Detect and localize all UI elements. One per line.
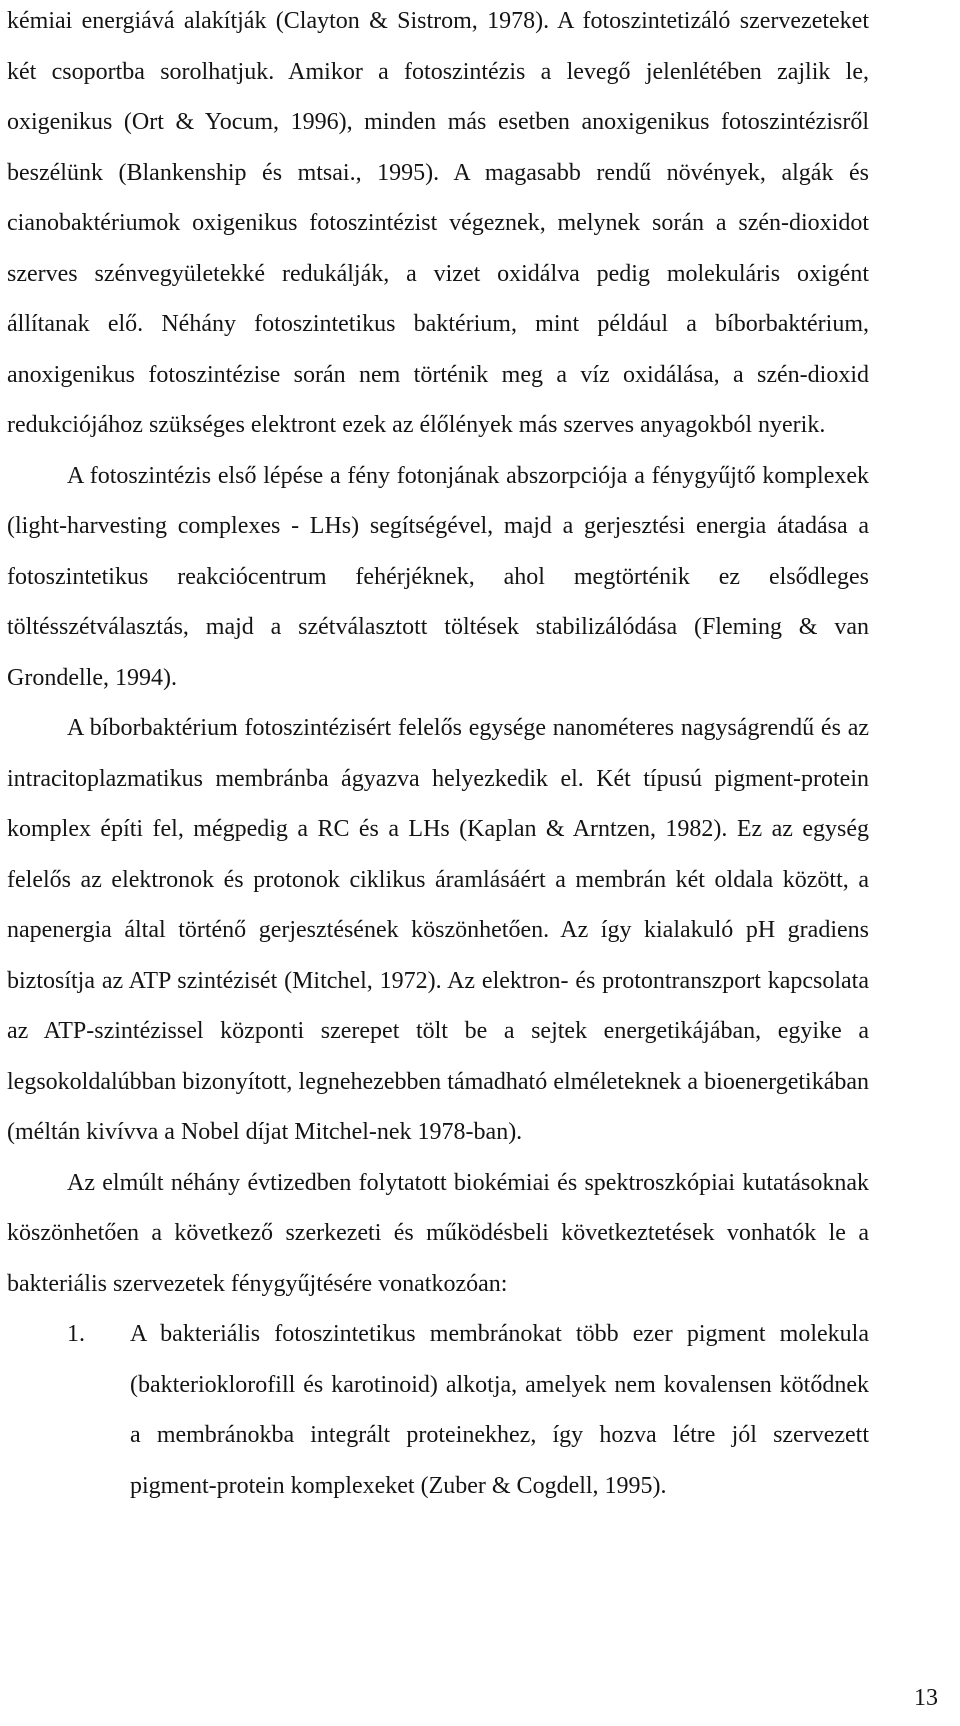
paragraph-continuation: kémiai energiává alakítják (Clayton & Sistrom, 1978). A fotoszintetizáló szervezeteket két csoportba sorolhatjuk. Amikor a fotoszintézis a levegő jelenlétében zajlik le, oxigenikus (Ort & Yocum, 1996), minden más esetben anoxigenikus fotoszintézisről beszélünk (Blankenship és mtsai., 1995). A magasabb rendű növények, algák és cianobaktériumok oxigenikus fotoszintézist végeznek, melynek során a szén-dioxidot szerves szénvegyületekké redukálják, a vizet oxidálva pedig molekuláris oxigént állítanak elő. Néhány fotoszintetikus baktérium, mint például a bíborbaktérium, anoxigenikus fotoszintézise során nem történik meg a víz oxidálása, a szén-dioxid redukciójához szükséges elektront ezek az élőlények más szerves anyagokból nyerik. <box>7 8 869 438</box>
list-item-text: A bakteriális fotoszintetikus membránokat több ezer pigment molekula (bakterioklorofill és karotinoid) alkotja, amelyek nem kovalensen kötődnek a membránokba integrált proteinekhez, így hozva létre jól szervezett pigment-protein komplexeket (Zuber & Cogdell, 1995). <box>130 1321 869 1499</box>
list-item-number: 1. <box>67 1321 85 1347</box>
numbered-list <box>7 1309 869 1511</box>
paragraph-research-conclusions: Az elmúlt néhány évtizedben folytatott biokémiai és spektroszkópiai kutatásoknak köszönhetően a következő szerkezeti és működésbeli következtetések vonhatók le a bakteriális szervezetek fénygyűjtésére vonatkozóan: <box>7 1169 869 1297</box>
document-page <box>7 0 869 1511</box>
page-number: 13 <box>914 1685 938 1711</box>
paragraph-purple-bacterium: A bíborbaktérium fotoszintézisért felelős egysége nanométeres nagyságrendű és az intracitoplazmatikus membránba ágyazva helyezkedik el. Két típusú pigment-protein komplex építi fel, mégpedig a RC és a LHs (Kaplan & Arntzen, 1982). Ez az egység felelős az elektronok és protonok ciklikus áramlásáért a membrán két oldala között, a napenergia által történő gerjesztésének köszönhetően. Az így kialakuló pH gradiens biztosítja az ATP szintézisét (Mitchel, 1972). Az elektron- és protontranszport kapcsolata az ATP-szintézissel központi szerepet tölt be a sejtek energetikájában, egyike a legsokoldalúbban bizonyított, legnehezebben támadható elméleteknek a bioenergetikában (méltán kivívva a Nobel díjat Mitchel-nek 1978-ban). <box>7 715 869 1145</box>
list-item <box>7 1309 869 1511</box>
paragraph-light-absorption: A fotoszintézis első lépése a fény fotonjának abszorpciója a fénygyűjtő komplexek (light-harvesting complexes - LHs) segítségével, majd a gerjesztési energia átadása a fotoszintetikus reakciócentrum fehérjéknek, ahol megtörténik ez elsődleges töltésszétválasztás, majd a szétválasztott töltések stabilizálódása (Fleming & van Grondelle, 1994). <box>7 462 869 691</box>
